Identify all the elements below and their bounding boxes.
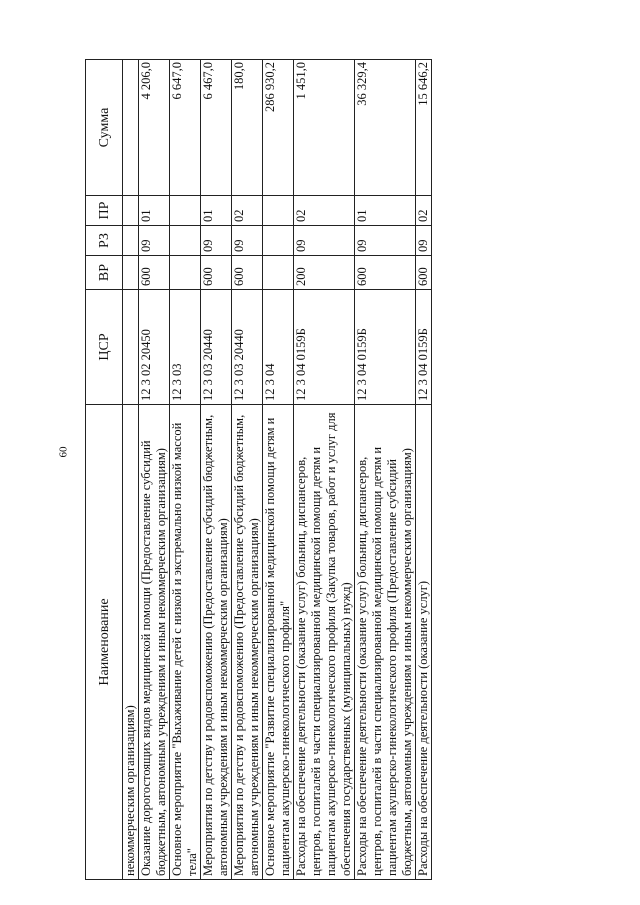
cell-vr bbox=[123, 256, 139, 290]
cell-pr: 02 bbox=[416, 196, 432, 226]
cell-rz: 09 bbox=[201, 226, 232, 256]
cell-sum: 15 646,2 bbox=[416, 60, 432, 196]
cell-pr: 01 bbox=[139, 196, 170, 226]
cell-vr bbox=[170, 256, 201, 290]
cell-csr: 12 3 03 bbox=[170, 290, 201, 405]
cell-pr: 01 bbox=[355, 196, 416, 226]
cell-vr: 600 bbox=[201, 256, 232, 290]
header-vr: ВР bbox=[86, 256, 123, 290]
table-row bbox=[416, 60, 432, 880]
cell-sum: 36 329,4 bbox=[355, 60, 416, 196]
cell-sum: 6 647,0 bbox=[170, 60, 201, 196]
cell-rz bbox=[123, 226, 139, 256]
cell-csr bbox=[123, 290, 139, 405]
cell-csr: 12 3 04 bbox=[263, 290, 294, 405]
cell-name: Расходы на обеспечение деятельности (оказание услуг) больниц, диспансеров, центров, госпиталей в части специализированной медицинской помощи детям и пациентам акушерско-гинекологического профиля (Предоставление субсидий бюджетным, автономным учреждениям и иным некоммерческим организациям) bbox=[355, 405, 416, 880]
rotated-page bbox=[85, 60, 613, 880]
cell-sum: 6 467,0 bbox=[201, 60, 232, 196]
cell-csr: 12 3 02 20450 bbox=[139, 290, 170, 405]
table-row bbox=[232, 60, 263, 880]
cell-rz bbox=[170, 226, 201, 256]
cell-rz: 09 bbox=[294, 226, 355, 256]
cell-sum: 4 206,0 bbox=[139, 60, 170, 196]
header-row bbox=[86, 60, 123, 880]
cell-rz: 09 bbox=[355, 226, 416, 256]
table-row bbox=[123, 60, 139, 880]
cell-vr: 600 bbox=[355, 256, 416, 290]
cell-name: некоммерческим организациям) bbox=[123, 405, 139, 880]
header-csr: ЦСР bbox=[86, 290, 123, 405]
cell-sum bbox=[123, 60, 139, 196]
cell-vr: 600 bbox=[416, 256, 432, 290]
cell-vr bbox=[263, 256, 294, 290]
cell-rz: 09 bbox=[232, 226, 263, 256]
header-name: Наименование bbox=[86, 405, 123, 880]
cell-rz: 09 bbox=[139, 226, 170, 256]
table-row bbox=[170, 60, 201, 880]
cell-name: Мероприятия по детству и родовспоможению (Предоставление субсидий бюджетным, автономным учреждениям и иным некоммерческим организациям) bbox=[232, 405, 263, 880]
cell-name: Расходы на обеспечение деятельности (оказание услуг) bbox=[416, 405, 432, 880]
cell-rz bbox=[263, 226, 294, 256]
cell-vr: 600 bbox=[139, 256, 170, 290]
cell-pr: 02 bbox=[232, 196, 263, 226]
cell-rz: 09 bbox=[416, 226, 432, 256]
cell-csr: 12 3 04 0159Б bbox=[294, 290, 355, 405]
cell-pr bbox=[123, 196, 139, 226]
table-row bbox=[139, 60, 170, 880]
cell-name: Мероприятия по детству и родовспоможению (Предоставление субсидий бюджетным, автономным учреждениям и иным некоммерческим организациям) bbox=[201, 405, 232, 880]
table-row bbox=[294, 60, 355, 880]
cell-csr: 12 3 04 0159Б bbox=[416, 290, 432, 405]
table-row bbox=[355, 60, 416, 880]
cell-csr: 12 3 03 20440 bbox=[232, 290, 263, 405]
cell-csr: 12 3 04 0159Б bbox=[355, 290, 416, 405]
cell-pr: 01 bbox=[201, 196, 232, 226]
table-row bbox=[263, 60, 294, 880]
header-rz: РЗ bbox=[86, 226, 123, 256]
cell-pr bbox=[170, 196, 201, 226]
cell-sum: 1 451,0 bbox=[294, 60, 355, 196]
cell-pr bbox=[263, 196, 294, 226]
cell-csr: 12 3 03 20440 bbox=[201, 290, 232, 405]
header-sum: Сумма bbox=[86, 60, 123, 196]
cell-vr: 200 bbox=[294, 256, 355, 290]
page-number: 60 bbox=[57, 446, 70, 458]
table-row bbox=[201, 60, 232, 880]
cell-vr: 600 bbox=[232, 256, 263, 290]
cell-name: Оказание дорогостоящих видов медицинской помощи (Предоставление субсидий бюджетным, автономным учреждениям и иным некоммерческим организациям) bbox=[139, 405, 170, 880]
cell-sum: 180,0 bbox=[232, 60, 263, 196]
cell-name: Основное мероприятие "Развитие специализированной медицинской помощи детям и пациентам акушерско-гинекологического профиля" bbox=[263, 405, 294, 880]
header-pr: ПР bbox=[86, 196, 123, 226]
cell-sum: 286 930,2 bbox=[263, 60, 294, 196]
cell-name: Основное мероприятие "Выхаживание детей с низкой и экстремально низкой массой тела" bbox=[170, 405, 201, 880]
cell-name: Расходы на обеспечение деятельности (оказание услуг) больниц, диспансеров, центров, госпиталей в части специализированной медицинской помощи детям и пациентам акушерско-гинекологического профиля (Закупка товаров, работ и услуг для обеспечения государственных (муниципальных) нужд) bbox=[294, 405, 355, 880]
cell-pr: 02 bbox=[294, 196, 355, 226]
budget-table bbox=[85, 59, 432, 880]
